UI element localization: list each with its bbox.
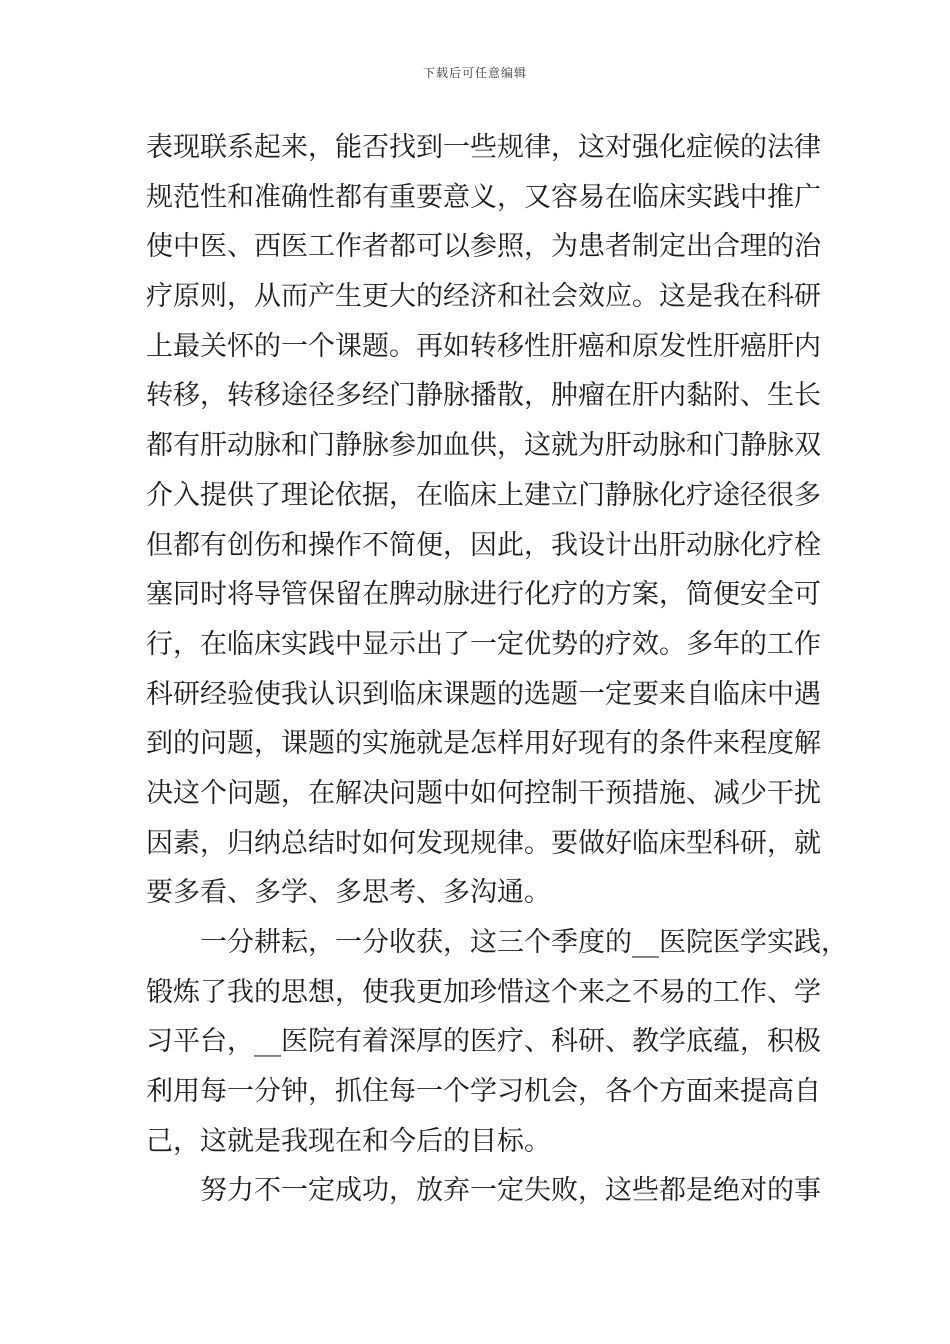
paragraph-start-line: 努力不一定成功，放弃一定失败，这些都是绝对的事	[200, 1175, 821, 1207]
body-text	[146, 123, 848, 1216]
text-line: 到的问题，课题的实施就是怎样用好现有的条件来程度解	[146, 728, 821, 760]
page-header-note: 下载后可任意编辑	[422, 66, 527, 80]
text-line: 锻炼了我的思想，使我更加珍惜这个来之不易的工作、学	[146, 976, 821, 1008]
text-line: 决这个问题，在解决问题中如何控制干预措施、减少干扰	[146, 777, 821, 809]
text-line: 因素，归纳总结时如何发现规律。要做好临床型科研，就	[146, 827, 821, 859]
text-line: 转移，转移途径多经门静脉播散，肿瘤在肝内黏附、生长	[146, 380, 821, 412]
text-line: 习平台，__医院有着深厚的医疗、科研、教学底蕴，积极	[146, 1026, 821, 1058]
text-line: 科研经验使我认识到临床课题的选题一定要来自临床中遇	[146, 678, 821, 710]
text-line: 己，这就是我现在和今后的目标。	[146, 1125, 551, 1157]
text-line: 表现联系起来，能否找到一些规律，这对强化症候的法律	[146, 132, 821, 163]
text-line: 疗原则，从而产生更大的经济和社会效应。这是我在科研	[146, 281, 821, 313]
text-line: 利用每一分钟，抓住每一个学习机会，各个方面来提高自	[146, 1076, 821, 1108]
text-line: 介入提供了理论依据，在临床上建立门静脉化疗途径很多	[146, 479, 821, 511]
text-line: 行，在临床实践中显示出了一定优势的疗效。多年的工作	[146, 628, 821, 660]
text-line: 使中医、西医工作者都可以参照，为患者制定出合理的治	[146, 231, 821, 263]
text-line: 塞同时将导管保留在脾动脉进行化疗的方案，简便安全可	[146, 579, 821, 611]
text-line: 都有肝动脉和门静脉参加血供，这就为肝动脉和门静脉双	[146, 430, 821, 462]
text-line: 要多看、多学、多思考、多沟通。	[146, 877, 551, 909]
text-line: 规范性和准确性都有重要意义，又容易在临床实践中推广	[146, 181, 821, 213]
text-line: 但都有创伤和操作不简便，因此，我设计出肝动脉化疗栓	[146, 529, 821, 561]
paragraph-start-line: 一分耕耘，一分收获，这三个季度的__医院医学实践，	[200, 927, 848, 958]
text-line: 上最关怀的一个课题。再如转移性肝癌和原发性肝癌肝内	[146, 330, 821, 362]
